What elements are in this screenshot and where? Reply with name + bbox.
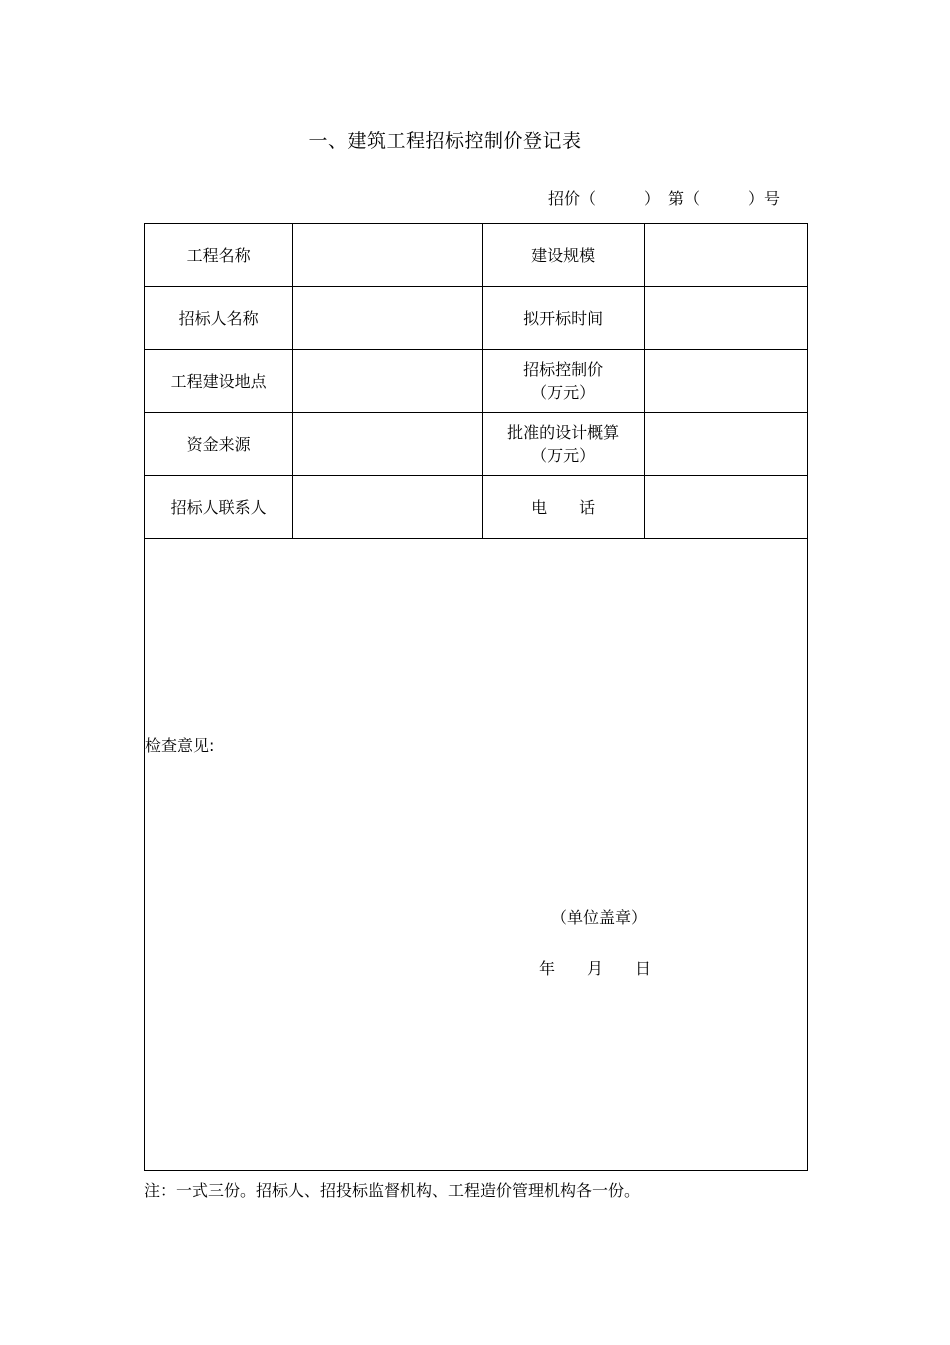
- construction-scale-field[interactable]: [644, 224, 807, 287]
- table-row: [145, 476, 808, 539]
- date-text: 年 月 日: [539, 959, 652, 978]
- bid-opening-time-field[interactable]: [644, 287, 807, 350]
- unit-seal-text: （单位盖章）: [551, 908, 648, 927]
- serial-number-line: 招价（ ） 第（ ）号: [548, 189, 781, 208]
- control-price-label-unit: （万元）: [531, 383, 596, 402]
- review-row: [145, 539, 808, 1171]
- control-price-label-main: 招标控制价: [523, 360, 604, 379]
- phone-field[interactable]: [644, 476, 807, 539]
- construction-scale-label: 建设规模: [482, 224, 644, 287]
- footnote: 注：一式三份。招标人、招投标监督机构、工程造价管理机构各一份。: [144, 1181, 641, 1200]
- registration-form-table: [144, 223, 808, 1171]
- bid-opening-time-label: 拟开标时间: [482, 287, 644, 350]
- funding-source-field[interactable]: [293, 413, 482, 476]
- tenderer-contact-field[interactable]: [293, 476, 482, 539]
- tenderer-name-label: 招标人名称: [145, 287, 293, 350]
- page-title: 一、建筑工程招标控制价登记表: [308, 130, 582, 152]
- project-name-field[interactable]: [293, 224, 482, 287]
- table-row: [145, 350, 808, 413]
- funding-source-label: 资金来源: [145, 413, 293, 476]
- tenderer-name-field[interactable]: [293, 287, 482, 350]
- table-row: [145, 413, 808, 476]
- project-name-label: 工程名称: [145, 224, 293, 287]
- project-location-label: 工程建设地点: [145, 350, 293, 413]
- project-location-field[interactable]: [293, 350, 482, 413]
- control-price-label: [482, 350, 644, 413]
- design-estimate-label-unit: （万元）: [531, 446, 596, 465]
- table-row: [145, 287, 808, 350]
- table-row: [145, 224, 808, 287]
- phone-label: 电 话: [482, 476, 644, 539]
- review-opinion-cell[interactable]: [145, 539, 808, 1171]
- review-opinion-label: 检查意见:: [145, 736, 215, 755]
- design-estimate-label-main: 批准的设计概算: [507, 423, 620, 442]
- control-price-field[interactable]: [644, 350, 807, 413]
- tenderer-contact-label: 招标人联系人: [145, 476, 293, 539]
- design-estimate-label: [482, 413, 644, 476]
- design-estimate-field[interactable]: [644, 413, 807, 476]
